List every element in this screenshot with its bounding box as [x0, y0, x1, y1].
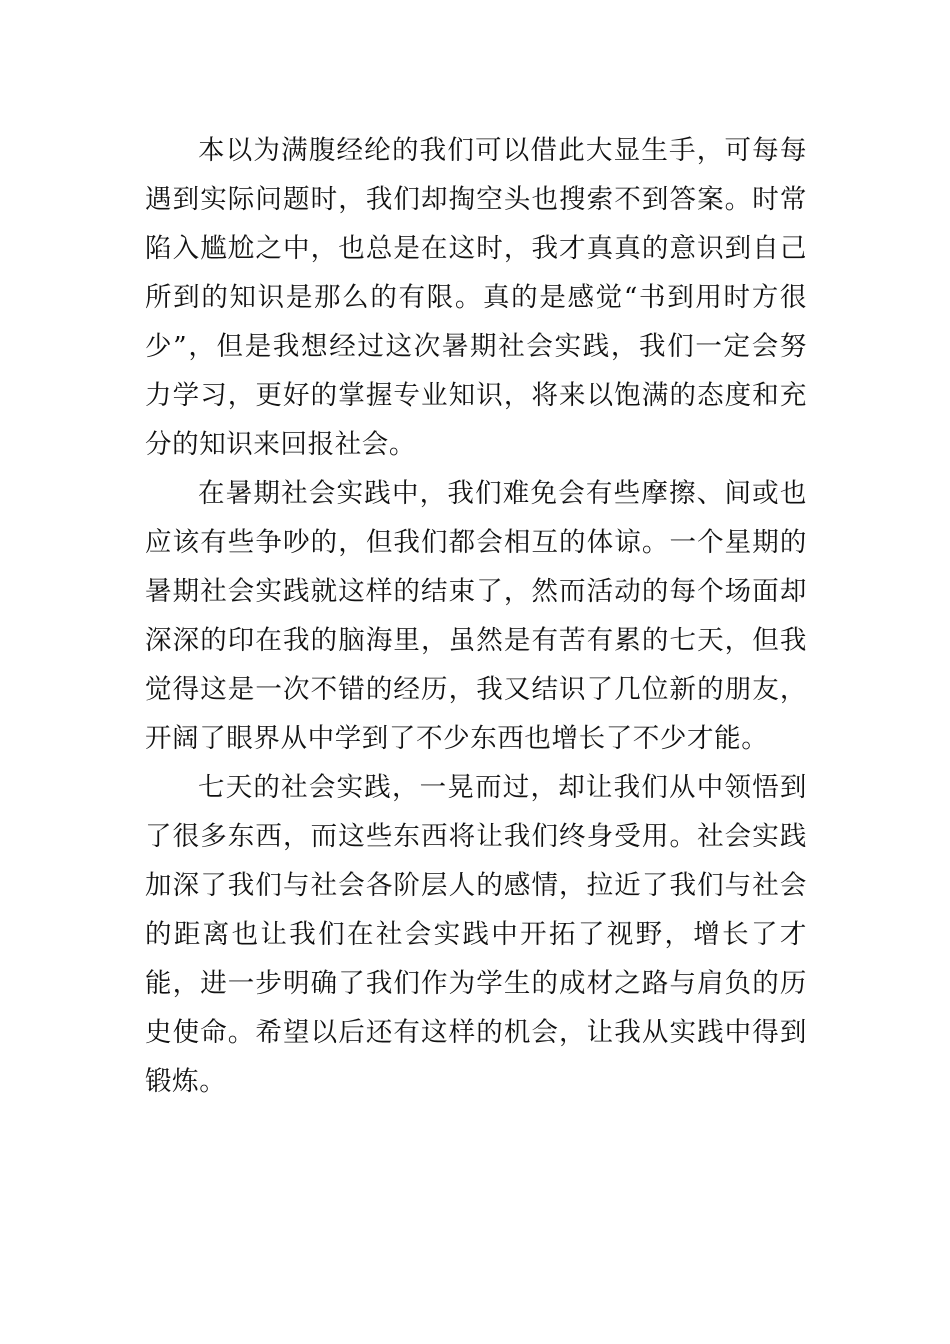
paragraph-2: 在暑期社会实践中，我们难免会有些摩擦、间或也应该有些争吵的，但我们都会相互的体谅。一个星期的暑期社会实践就这样的结束了，然而活动的每个场面却深深的印在我的脑海里，虽然是有苦有累的七天，但我觉得这是一次不错的经历，我又结识了几位新的朋友，开阔了眼界从中学到了不少东西也增长了不少才能。: [145, 478, 807, 754]
paragraph-3: 七天的社会实践，一晃而过，却让我们从中领悟到了很多东西，而这些东西将让我们终身受用。社会实践加深了我们与社会各阶层人的感情，拉近了我们与社会的距离也让我们在社会实践中开拓了视野，增长了才能，进一步明确了我们作为学生的成材之路与肩负的历史使命。希望以后还有这样的机会，让我从实践中得到锻炼。: [145, 772, 807, 1097]
paragraph-1: 本以为满腹经纶的我们可以借此大显生手，可每每遇到实际问题时，我们却掏空头也搜索不到答案。时常陷入尴尬之中，也总是在这时，我才真真的意识到自己所到的知识是那么的有限。真的是感觉“书到用时方很少”，但是我想经过这次暑期社会实践，我们一定会努力学习，更好的掌握专业知识，将来以饱满的态度和充分的知识来回报社会。: [145, 135, 807, 460]
document-body: [145, 126, 807, 1106]
